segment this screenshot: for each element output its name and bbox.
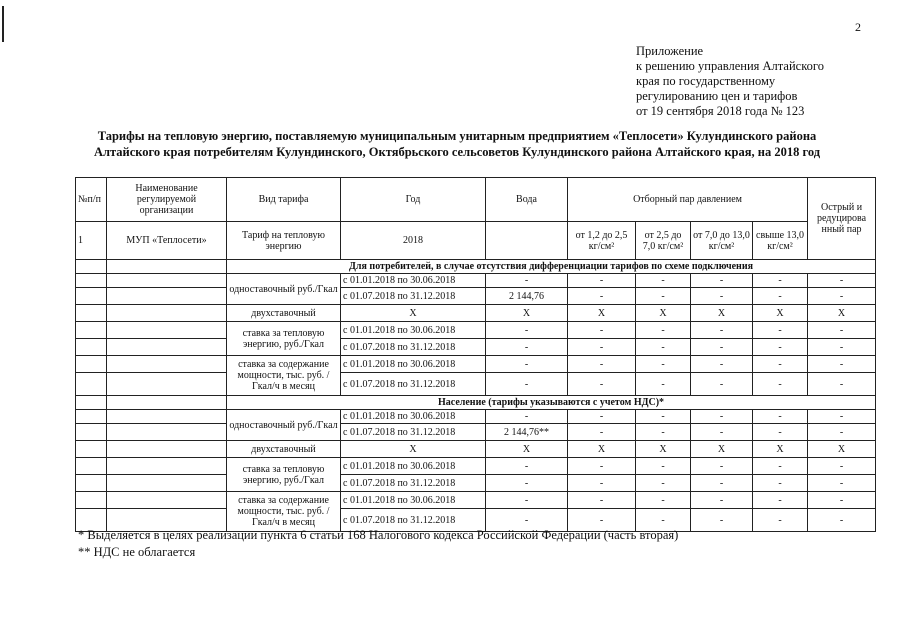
table-row bbox=[76, 410, 876, 424]
blank-cell bbox=[76, 274, 107, 288]
blank-cell bbox=[76, 475, 107, 492]
table-row bbox=[76, 356, 876, 373]
value-cell: - bbox=[808, 424, 876, 441]
tariff-label: одноставочный руб./Гкал bbox=[227, 410, 341, 441]
value-cell: - bbox=[808, 322, 876, 339]
header-steam: Отборный пар давлением bbox=[568, 178, 808, 222]
title-line: Алтайского края потребителям Кулундинского, Октябрьского сельсоветов Кулундинского района Алтайского края, на 2018 год bbox=[93, 145, 821, 159]
table-row bbox=[76, 222, 876, 260]
value-cell: - bbox=[636, 373, 691, 396]
value-cell: - bbox=[568, 274, 636, 288]
value-cell: - bbox=[636, 492, 691, 509]
page-number: 2 bbox=[855, 20, 861, 34]
blank-cell bbox=[107, 458, 227, 475]
value-cell: - bbox=[568, 339, 636, 356]
value-cell: - bbox=[636, 475, 691, 492]
blank-cell bbox=[76, 356, 107, 373]
value-cell: - bbox=[753, 492, 808, 509]
blank-cell bbox=[107, 396, 227, 410]
value-cell: - bbox=[486, 475, 568, 492]
value-cell: - bbox=[808, 475, 876, 492]
value-cell: - bbox=[568, 322, 636, 339]
value-cell: - bbox=[691, 492, 753, 509]
blank-cell bbox=[76, 424, 107, 441]
blank-cell bbox=[107, 260, 227, 274]
blank-cell bbox=[76, 458, 107, 475]
org-name: МУП «Теплосети» bbox=[107, 222, 227, 260]
blank-cell bbox=[107, 339, 227, 356]
value-cell: - bbox=[808, 509, 876, 532]
appendix-line: Приложение bbox=[636, 44, 704, 58]
value-cell: X bbox=[753, 305, 808, 322]
blank-cell bbox=[76, 396, 107, 410]
scan-edge-mark bbox=[2, 6, 4, 42]
value-cell: - bbox=[636, 458, 691, 475]
value-cell: X bbox=[341, 441, 486, 458]
value-cell: - bbox=[636, 424, 691, 441]
value-cell: X bbox=[636, 305, 691, 322]
value-cell: - bbox=[568, 288, 636, 305]
table-row bbox=[76, 458, 876, 475]
value-cell: - bbox=[636, 339, 691, 356]
blank-cell bbox=[107, 424, 227, 441]
blank-cell bbox=[76, 373, 107, 396]
header-water: Вода bbox=[486, 178, 568, 222]
table-row bbox=[76, 396, 876, 410]
section-title: Население (тарифы указываются с учетом НДС)* bbox=[227, 396, 876, 410]
value-cell: - bbox=[753, 339, 808, 356]
value-cell: X bbox=[636, 441, 691, 458]
table-row bbox=[76, 441, 876, 458]
value-cell: - bbox=[808, 373, 876, 396]
value-cell: - bbox=[808, 410, 876, 424]
period-cell: с 01.07.2018 по 31.12.2018 bbox=[341, 288, 486, 305]
value-cell: - bbox=[486, 458, 568, 475]
value-cell: - bbox=[808, 274, 876, 288]
period-cell: с 01.07.2018 по 31.12.2018 bbox=[341, 475, 486, 492]
table-row bbox=[76, 260, 876, 274]
value-cell: - bbox=[636, 322, 691, 339]
value-cell: - bbox=[568, 458, 636, 475]
value-cell: - bbox=[691, 458, 753, 475]
document-title bbox=[40, 128, 874, 160]
two-part-label: двухставочный bbox=[227, 441, 341, 458]
two-part-label: двухставочный bbox=[227, 305, 341, 322]
table-row bbox=[76, 288, 876, 305]
footnote: * Выделяется в целях реализации пункта 6 статьи 168 Налогового кодекса Российской Федерации (часть вторая) bbox=[78, 528, 679, 542]
title-line: Тарифы на тепловую энергию, поставляемую муниципальным унитарным предприятием «Теплосети» Кулундинского района bbox=[97, 129, 817, 143]
blank-cell bbox=[107, 274, 227, 288]
period-cell: с 01.01.2018 по 30.06.2018 bbox=[341, 356, 486, 373]
header-num: №п/п bbox=[76, 178, 107, 222]
appendix-line: края по государственному bbox=[636, 74, 776, 88]
blank-cell bbox=[107, 322, 227, 339]
value-cell: - bbox=[753, 274, 808, 288]
value-cell: 2 144,76 bbox=[486, 288, 568, 305]
value-cell: X bbox=[568, 441, 636, 458]
value-cell: - bbox=[691, 288, 753, 305]
org-tariff: Тариф на тепловую энергию bbox=[227, 222, 341, 260]
value-cell: - bbox=[486, 356, 568, 373]
tariff-table bbox=[75, 177, 876, 532]
value-cell: - bbox=[691, 373, 753, 396]
header-year: Год bbox=[341, 178, 486, 222]
value-cell: X bbox=[341, 305, 486, 322]
table-row bbox=[76, 373, 876, 396]
value-cell: X bbox=[753, 441, 808, 458]
value-cell: - bbox=[568, 373, 636, 396]
appendix-line: к решению управления Алтайского bbox=[636, 59, 824, 73]
footnotes bbox=[78, 527, 678, 561]
header-tariff-type: Вид тарифа bbox=[227, 178, 341, 222]
table-row bbox=[76, 339, 876, 356]
value-cell: - bbox=[691, 424, 753, 441]
value-cell: X bbox=[808, 441, 876, 458]
header-pressure-4: свыше 13,0 кг/см² bbox=[753, 222, 808, 260]
blank-cell bbox=[76, 339, 107, 356]
blank-cell bbox=[107, 441, 227, 458]
value-cell: X bbox=[691, 441, 753, 458]
blank-cell bbox=[76, 288, 107, 305]
value-cell: - bbox=[486, 373, 568, 396]
value-cell: - bbox=[753, 373, 808, 396]
value-cell: - bbox=[486, 322, 568, 339]
blank-cell bbox=[107, 305, 227, 322]
tariff-label: ставка за тепловую энергию, руб./Гкал bbox=[227, 322, 341, 356]
value-cell: - bbox=[568, 356, 636, 373]
blank-cell bbox=[76, 492, 107, 509]
period-cell: с 01.07.2018 по 31.12.2018 bbox=[341, 373, 486, 396]
section-title: Для потребителей, в случае отсутствия дифференциации тарифов по схеме подключения bbox=[227, 260, 876, 274]
blank-cell bbox=[107, 475, 227, 492]
value-cell: - bbox=[808, 339, 876, 356]
footnote: ** НДС не облагается bbox=[78, 545, 196, 559]
period-cell: с 01.07.2018 по 31.12.2018 bbox=[341, 509, 486, 532]
period-cell: с 01.07.2018 по 31.12.2018 bbox=[341, 424, 486, 441]
value-cell: - bbox=[486, 509, 568, 532]
table-row bbox=[76, 424, 876, 441]
value-cell: - bbox=[808, 356, 876, 373]
value-cell: - bbox=[753, 424, 808, 441]
value-cell: - bbox=[753, 322, 808, 339]
value-cell: - bbox=[636, 356, 691, 373]
table-row bbox=[76, 475, 876, 492]
header-pressure-1: от 1,2 до 2,5 кг/см² bbox=[568, 222, 636, 260]
header-org: Наименование регулируемой организации bbox=[107, 178, 227, 222]
blank-cell bbox=[107, 410, 227, 424]
value-cell: X bbox=[568, 305, 636, 322]
table-row bbox=[76, 322, 876, 339]
value-cell: - bbox=[568, 509, 636, 532]
value-cell: - bbox=[753, 410, 808, 424]
period-cell: с 01.01.2018 по 30.06.2018 bbox=[341, 410, 486, 424]
value-cell: X bbox=[691, 305, 753, 322]
period-cell: с 01.01.2018 по 30.06.2018 bbox=[341, 492, 486, 509]
value-cell: - bbox=[486, 339, 568, 356]
tariff-label: одноставочный руб./Гкал bbox=[227, 274, 341, 305]
blank-cell bbox=[76, 410, 107, 424]
blank-cell bbox=[76, 441, 107, 458]
period-cell: с 01.07.2018 по 31.12.2018 bbox=[341, 339, 486, 356]
value-cell: - bbox=[691, 339, 753, 356]
value-cell: - bbox=[753, 288, 808, 305]
value-cell: - bbox=[691, 356, 753, 373]
period-cell: с 01.01.2018 по 30.06.2018 bbox=[341, 274, 486, 288]
table-row bbox=[76, 492, 876, 509]
value-cell: - bbox=[636, 288, 691, 305]
blank-cell bbox=[107, 356, 227, 373]
value-cell: - bbox=[486, 410, 568, 424]
value-cell: 2 144,76** bbox=[486, 424, 568, 441]
org-year: 2018 bbox=[341, 222, 486, 260]
value-cell: - bbox=[636, 274, 691, 288]
header-sharp-steam: Острый и редуцирова нный пар bbox=[808, 178, 876, 260]
value-cell: - bbox=[636, 410, 691, 424]
value-cell: - bbox=[486, 492, 568, 509]
period-cell: с 01.01.2018 по 30.06.2018 bbox=[341, 458, 486, 475]
value-cell: - bbox=[568, 424, 636, 441]
appendix-line: регулированию цен и тарифов bbox=[636, 89, 798, 103]
value-cell: - bbox=[568, 492, 636, 509]
org-water bbox=[486, 222, 568, 260]
appendix-line: от 19 сентября 2018 года № 123 bbox=[636, 104, 805, 118]
value-cell: - bbox=[691, 475, 753, 492]
value-cell: - bbox=[568, 475, 636, 492]
table-row bbox=[76, 305, 876, 322]
value-cell: - bbox=[691, 410, 753, 424]
value-cell: - bbox=[753, 458, 808, 475]
value-cell: - bbox=[486, 274, 568, 288]
table-row bbox=[76, 274, 876, 288]
value-cell: - bbox=[636, 509, 691, 532]
blank-cell bbox=[76, 305, 107, 322]
appendix-block bbox=[636, 44, 824, 119]
org-num: 1 bbox=[76, 222, 107, 260]
value-cell: - bbox=[691, 509, 753, 532]
header-pressure-3: от 7,0 до 13,0 кг/см² bbox=[691, 222, 753, 260]
value-cell: - bbox=[753, 356, 808, 373]
header-pressure-2: от 2,5 до 7,0 кг/см² bbox=[636, 222, 691, 260]
blank-cell bbox=[107, 492, 227, 509]
blank-cell bbox=[76, 260, 107, 274]
value-cell: - bbox=[753, 509, 808, 532]
value-cell: - bbox=[691, 274, 753, 288]
table-row bbox=[76, 178, 876, 222]
value-cell: - bbox=[808, 458, 876, 475]
tariff-label: ставка за содержание мощности, тыс. руб. /Гкал/ч в месяц bbox=[227, 356, 341, 396]
tariff-label: ставка за тепловую энергию, руб./Гкал bbox=[227, 458, 341, 492]
value-cell: - bbox=[808, 288, 876, 305]
tariff-label: ставка за содержание мощности, тыс. руб. /Гкал/ч в месяц bbox=[227, 492, 341, 532]
blank-cell bbox=[107, 373, 227, 396]
blank-cell bbox=[107, 288, 227, 305]
blank-cell bbox=[76, 322, 107, 339]
period-cell: с 01.01.2018 по 30.06.2018 bbox=[341, 322, 486, 339]
value-cell: - bbox=[691, 322, 753, 339]
value-cell: X bbox=[808, 305, 876, 322]
value-cell: X bbox=[486, 305, 568, 322]
value-cell: - bbox=[753, 475, 808, 492]
value-cell: - bbox=[568, 410, 636, 424]
value-cell: - bbox=[808, 492, 876, 509]
value-cell: X bbox=[486, 441, 568, 458]
